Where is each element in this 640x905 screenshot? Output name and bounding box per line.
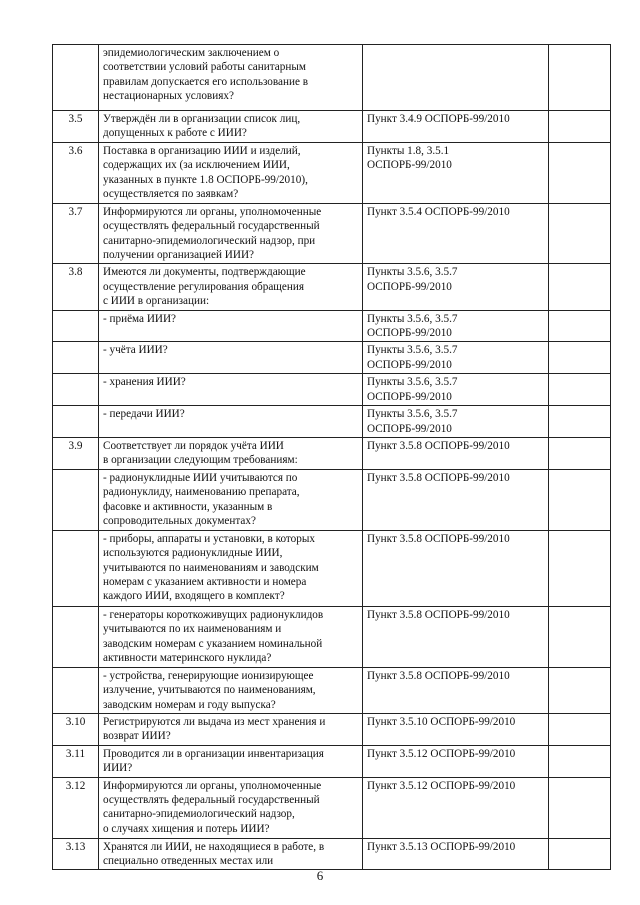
item-number: 3.8: [53, 264, 99, 310]
table-row: [53, 264, 611, 310]
table-row: [53, 374, 611, 406]
requirement-text: - генераторы короткоживущих радионуклидов учитываются по их наименованиям и заводским номерам с указанием номинальной активности материнского нуклида?: [99, 606, 363, 667]
mark-cell: [549, 111, 611, 143]
table-row: [53, 111, 611, 143]
requirement-text: Проводится ли в организации инвентаризация ИИИ?: [99, 745, 363, 777]
table-row: [53, 667, 611, 713]
table-row: [53, 45, 611, 111]
table-row: [53, 530, 611, 606]
regulation-reference: Пункты 3.5.6, 3.5.7 ОСПОРБ-99/2010: [363, 310, 549, 342]
mark-cell: [549, 264, 611, 310]
regulation-reference: Пункт 3.4.9 ОСПОРБ-99/2010: [363, 111, 549, 143]
regulation-reference: Пункт 3.5.12 ОСПОРБ-99/2010: [363, 777, 549, 838]
requirement-text: Информируются ли органы, уполномоченные осуществлять федеральный государственный санитарно-эпидемиологический надзор, о случаях хищения и потерь ИИИ?: [99, 777, 363, 838]
regulation-reference: Пункты 1.8, 3.5.1 ОСПОРБ-99/2010: [363, 142, 549, 203]
item-number: [53, 406, 99, 438]
table-row: [53, 606, 611, 667]
requirement-text: - передачи ИИИ?: [99, 406, 363, 438]
mark-cell: [549, 142, 611, 203]
item-number: [53, 310, 99, 342]
checklist-table: [52, 44, 611, 870]
item-number: [53, 374, 99, 406]
table-row: [53, 437, 611, 469]
regulation-reference: Пункт 3.5.4 ОСПОРБ-99/2010: [363, 203, 549, 264]
requirement-text: - учёта ИИИ?: [99, 342, 363, 374]
requirement-text: - приёма ИИИ?: [99, 310, 363, 342]
mark-cell: [549, 838, 611, 870]
mark-cell: [549, 310, 611, 342]
requirement-text: Утверждён ли в организации список лиц, допущенных к работе с ИИИ?: [99, 111, 363, 143]
table-row: [53, 469, 611, 530]
mark-cell: [549, 374, 611, 406]
mark-cell: [549, 437, 611, 469]
requirement-text: - приборы, аппараты и установки, в которых используются радионуклидные ИИИ, учитываются по наименованиям и заводским номерам с указанием активности и номера каждого ИИИ, входящего в комплект?: [99, 530, 363, 606]
mark-cell: [549, 777, 611, 838]
item-number: 3.12: [53, 777, 99, 838]
requirement-text: Соответствует ли порядок учёта ИИИ в организации следующим требованиям:: [99, 437, 363, 469]
table-row: [53, 406, 611, 438]
requirement-text: Информируются ли органы, уполномоченные осуществлять федеральный государственный санитарно-эпидемиологический надзор, при получении организацией ИИИ?: [99, 203, 363, 264]
requirement-text: Поставка в организацию ИИИ и изделий, содержащих их (за исключением ИИИ, указанных в пункте 1.8 ОСПОРБ-99/2010), осуществляется по заявкам?: [99, 142, 363, 203]
requirement-text: Имеются ли документы, подтверждающие осуществление регулирования обращения с ИИИ в организации:: [99, 264, 363, 310]
regulation-reference: Пункты 3.5.6, 3.5.7 ОСПОРБ-99/2010: [363, 374, 549, 406]
regulation-reference: Пункт 3.5.8 ОСПОРБ-99/2010: [363, 606, 549, 667]
mark-cell: [549, 406, 611, 438]
table-row: [53, 342, 611, 374]
requirement-text: - радионуклидные ИИИ учитываются по радионуклиду, наименованию препарата, фасовке и активности, указанным в сопроводительных документах?: [99, 469, 363, 530]
table-row: [53, 838, 611, 870]
mark-cell: [549, 342, 611, 374]
table-row: [53, 745, 611, 777]
table-row: [53, 777, 611, 838]
mark-cell: [549, 203, 611, 264]
item-number: [53, 606, 99, 667]
table-row: [53, 142, 611, 203]
requirement-text: - хранения ИИИ?: [99, 374, 363, 406]
regulation-reference: Пункт 3.5.8 ОСПОРБ-99/2010: [363, 667, 549, 713]
item-number: 3.6: [53, 142, 99, 203]
checklist-body: [53, 45, 611, 870]
regulation-reference: Пункт 3.5.10 ОСПОРБ-99/2010: [363, 713, 549, 745]
item-number: 3.10: [53, 713, 99, 745]
regulation-reference: Пункт 3.5.12 ОСПОРБ-99/2010: [363, 745, 549, 777]
item-number: [53, 469, 99, 530]
regulation-reference: Пункты 3.5.6, 3.5.7 ОСПОРБ-99/2010: [363, 406, 549, 438]
table-row: [53, 713, 611, 745]
item-number: 3.9: [53, 437, 99, 469]
mark-cell: [549, 667, 611, 713]
requirement-text: Регистрируются ли выдача из мест хранения и возврат ИИИ?: [99, 713, 363, 745]
requirement-text: эпидемиологическим заключением о соответствии условий работы санитарным правилам допускается его использование в нестационарных условиях?: [99, 45, 363, 111]
regulation-reference: Пункты 3.5.6, 3.5.7 ОСПОРБ-99/2010: [363, 264, 549, 310]
item-number: [53, 667, 99, 713]
item-number: 3.13: [53, 838, 99, 870]
regulation-reference: Пункт 3.5.8 ОСПОРБ-99/2010: [363, 530, 549, 606]
table-row: [53, 203, 611, 264]
mark-cell: [549, 530, 611, 606]
mark-cell: [549, 745, 611, 777]
regulation-reference: Пункт 3.5.13 ОСПОРБ-99/2010: [363, 838, 549, 870]
item-number: [53, 530, 99, 606]
mark-cell: [549, 469, 611, 530]
item-number: [53, 45, 99, 111]
item-number: 3.5: [53, 111, 99, 143]
regulation-reference: [363, 45, 549, 111]
mark-cell: [549, 45, 611, 111]
requirement-text: Хранятся ли ИИИ, не находящиеся в работе, в специально отведенных местах или: [99, 838, 363, 870]
requirement-text: - устройства, генерирующие ионизирующее излучение, учитываются по наименованиям, заводским номерам и году выпуска?: [99, 667, 363, 713]
item-number: 3.11: [53, 745, 99, 777]
mark-cell: [549, 713, 611, 745]
mark-cell: [549, 606, 611, 667]
regulation-reference: Пункты 3.5.6, 3.5.7 ОСПОРБ-99/2010: [363, 342, 549, 374]
item-number: [53, 342, 99, 374]
item-number: 3.7: [53, 203, 99, 264]
regulation-reference: Пункт 3.5.8 ОСПОРБ-99/2010: [363, 437, 549, 469]
regulation-reference: Пункт 3.5.8 ОСПОРБ-99/2010: [363, 469, 549, 530]
page-number: 6: [316, 868, 324, 883]
table-row: [53, 310, 611, 342]
